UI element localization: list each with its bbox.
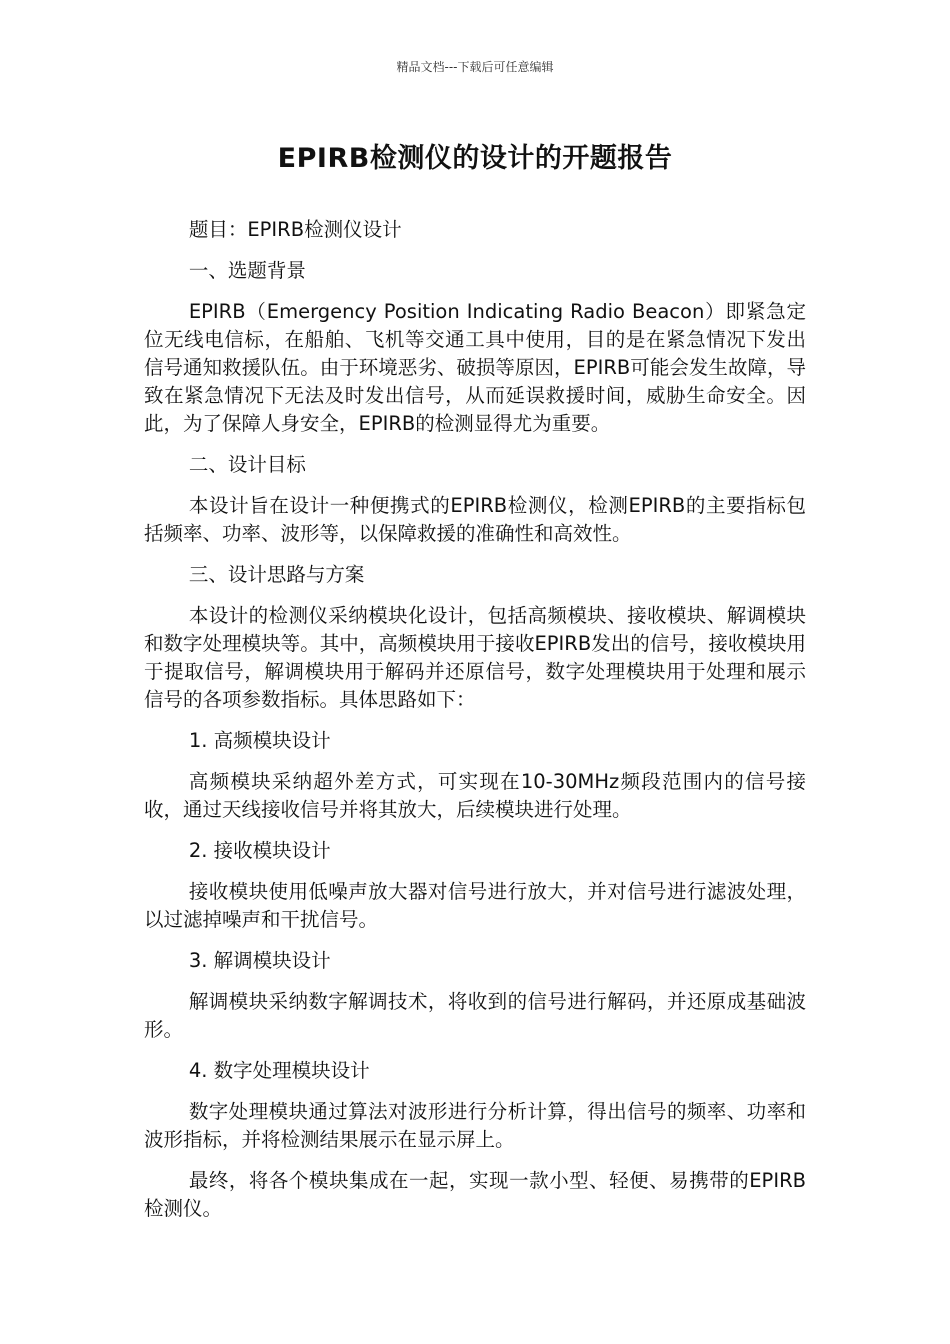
section-heading-background: 一、选题背景 [188,259,306,282]
subheading-demod-module: 3. 解调模块设计 [188,949,331,972]
topic-line: 题目：EPIRB检测仪设计 [188,218,402,241]
section-heading-goals: 二、设计目标 [188,453,306,476]
document-body [144,216,806,1236]
subheading-receiver-module: 2. 接收模块设计 [188,839,331,862]
paragraph-demod-module: 解调模块采纳数字解调技术，将收到的信号进行解码，并还原成基础波形。 [144,990,806,1041]
paragraph-approach: 本设计的检测仪采纳模块化设计，包括高频模块、接收模块、解调模块和数字处理模块等。其中，高频模块用于接收EPIRB发出的信号，接收模块用于提取信号，解调模块用于解码并还原信号，数字处理模块用于处理和展示信号的各项参数指标。具体思路如下： [144,604,806,711]
header-note: 精品文档---下载后可任意编辑 [396,60,554,74]
document-title: EPIRB检测仪的设计的开题报告 [277,143,673,174]
paragraph-receiver-module: 接收模块使用低噪声放大器对信号进行放大，并对信号进行滤波处理，以过滤掉噪声和干扰信号。 [144,880,806,931]
paragraph-background: EPIRB（Emergency Position Indicating Radio Beacon）即紧急定位无线电信标，在船舶、飞机等交通工具中使用，目的是在紧急情况下发出信号通知救援队伍。由于环境恶劣、破损等原因，EPIRB可能会发生故障，导致在紧急情况下无法及时发出信号，从而延误救援时间，威胁生命安全。因此，为了保障人身安全，EPIRB的检测显得尤为重要。 [144,300,806,435]
paragraph-dsp-module: 数字处理模块通过算法对波形进行分析计算，得出信号的频率、功率和波形指标，并将检测结果展示在显示屏上。 [144,1100,806,1151]
paragraph-goals: 本设计旨在设计一种便携式的EPIRB检测仪，检测EPIRB的主要指标包括频率、功率、波形等，以保障救援的准确性和高效性。 [144,494,806,545]
paragraph-hf-module: 高频模块采纳超外差方式，可实现在10-30MHz频段范围内的信号接收，通过天线接收信号并将其放大，后续模块进行处理。 [144,770,806,821]
section-heading-approach: 三、设计思路与方案 [188,563,365,586]
paragraph-conclusion: 最终，将各个模块集成在一起，实现一款小型、轻便、易携带的EPIRB检测仪。 [144,1169,806,1220]
subheading-hf-module: 1. 高频模块设计 [188,729,331,752]
subheading-dsp-module: 4. 数字处理模块设计 [188,1059,370,1082]
